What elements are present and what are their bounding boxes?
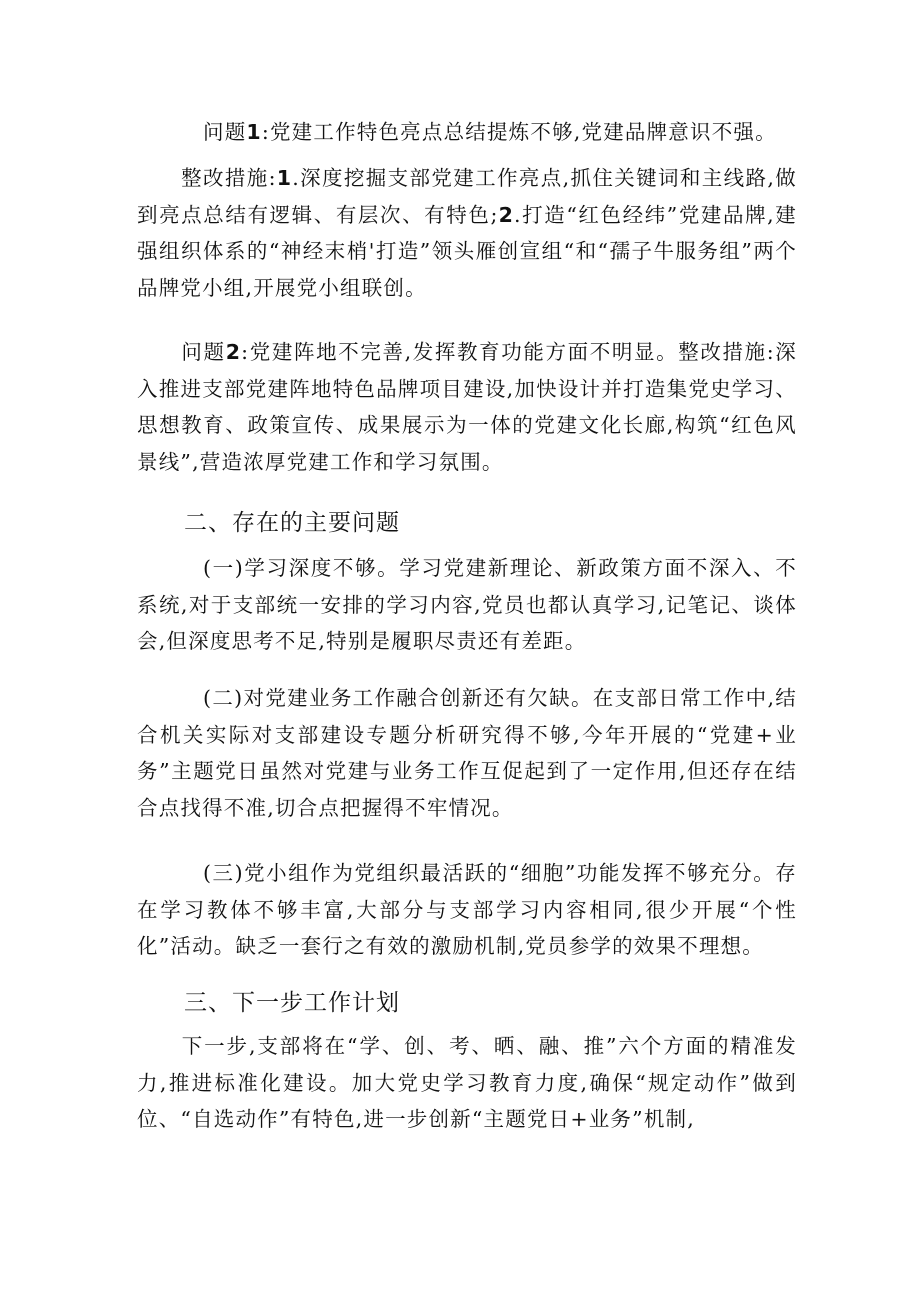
section-3-paragraph-1 — [137, 1028, 797, 1138]
section-2-item-1-text: (一)学习深度不够。学习党建新理论、新政策方面不深入、不系统,对于支部统一安排的学习内容,党员也都认真学习,记笔记、谈体会,但深度思考不足,特别是履职尽责还有差距。 — [137, 556, 797, 653]
measure-1-number-1: 1 — [276, 166, 293, 190]
section-2-item-2-text: (二)对党建业务工作融合创新还有欠缺。在支部日常工作中,结合机关实际对支部建设专题分析研究得不够,今年开展的“党建+业务”主题党日虽然对党建与业务工作互促起到了一定作用,但还存在结合点找得不准,切合点把握得不牢情况。 — [137, 686, 797, 820]
problem-2-prefix: 问题 — [181, 340, 226, 364]
section-3-paragraph-1-text: 下一步,支部将在“学、创、考、晒、融、推”六个方面的精准发力,推进标准化建设。加大党史学习教育力度,确保“规定动作”做到位、“自选动作”有特色,进一步创新“主题党日+业务”机制, — [137, 1034, 797, 1131]
measure-1-text-1: .深度挖掘支部党建工作亮点,抓住关键词和主线路,做到亮点总结有逻辑、有层次、有特色; — [137, 166, 797, 227]
problem-2-text: :党建阵地不完善,发挥教育功能方面不明显。整改措施:深入推进支部党建阵地特色品牌项目建设,加快设计并打造集党史学习、思想教育、政策宣传、成果展示为一体的党建文化长廊,构筑“红色风景线”,营造浓厚党建工作和学习氛围。 — [137, 340, 797, 474]
problem-2-paragraph — [137, 334, 797, 480]
section-2-heading: 二、存在的主要问题 — [184, 510, 400, 536]
section-2-item-1 — [137, 550, 797, 660]
section-2-item-2 — [137, 680, 797, 826]
section-2-item-3 — [137, 855, 797, 965]
measure-1-text-2: .打造“红色经纬”党建品牌,建强组织体系的“神经末梢'打造”领头雁创宣组“和“孺子牛服务组”两个品牌党小组,开展党小组联创。 — [137, 202, 797, 300]
problem-1-number: 1 — [246, 120, 262, 144]
measure-1-number-2: 2 — [498, 202, 515, 227]
problem-2-number: 2 — [225, 340, 242, 364]
measure-1-paragraph — [137, 160, 797, 306]
section-3-heading: 三、下一步工作计划 — [184, 990, 400, 1016]
measure-1-prefix: 整改措施: — [181, 166, 277, 190]
problem-1-prefix: 问题 — [203, 120, 247, 144]
problem-1-paragraph — [137, 114, 797, 151]
problem-1-text: :党建工作特色亮点总结提炼不够,党建品牌意识不强。 — [261, 120, 777, 144]
section-2-item-3-text: (三)党小组作为党组织最活跃的“细胞”功能发挥不够充分。存在学习教体不够丰富,大部分与支部学习内容相同,很少开展“个性化”活动。缺乏一套行之有效的激励机制,党员参学的效果不理想。 — [137, 861, 797, 958]
